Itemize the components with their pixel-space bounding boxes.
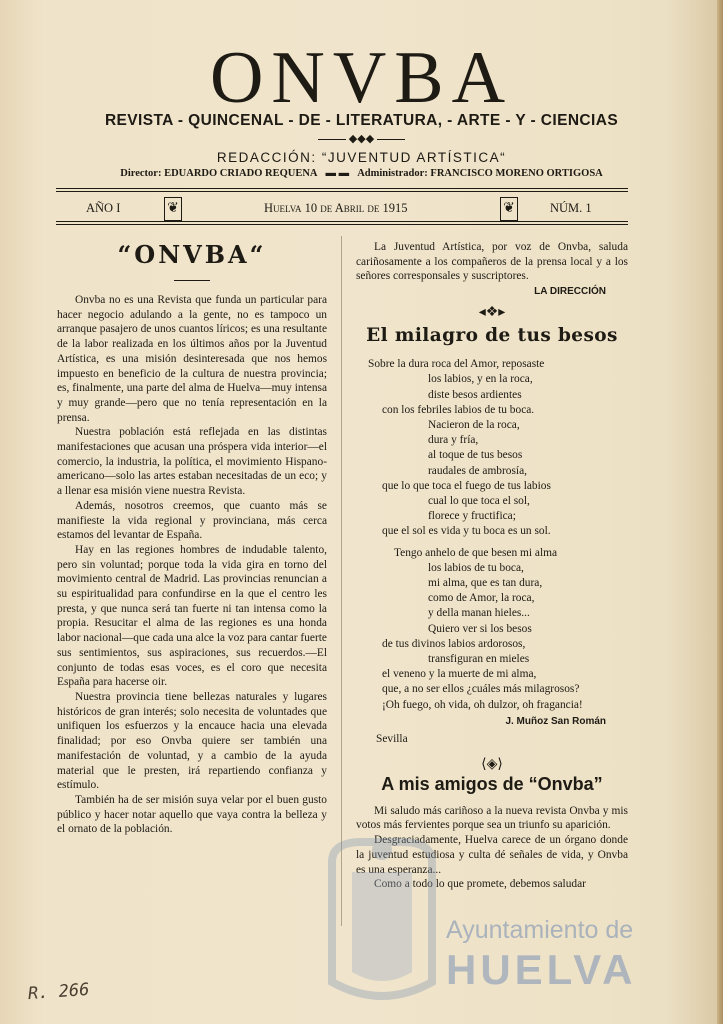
top-rule-thin <box>56 191 628 192</box>
article-paragraph: Nuestra población está reflejada en las distintas manifestaciones que acusan una próspera vida interior—el comercio, la industria, la política, el movimiento Hispano-americano—solo las artes estaban necesitadas de un eco; y a llenar esa misión viene nuestra Revista. <box>57 426 327 498</box>
issue-number: NÚM. 1 <box>550 201 592 215</box>
ornament-icon: ⟨◈⟩ <box>481 757 503 773</box>
separator-icon: ▬ ▬ <box>325 168 350 179</box>
place-date: Huelva 10 de Abril de 1915 <box>264 201 408 215</box>
amigos-heading: A mis amigos de “Onvba” <box>381 774 603 794</box>
poem-line: con los febriles labios de tu boca. <box>382 403 535 416</box>
poem-line: el veneno y la muerte de mi alma, <box>382 668 537 681</box>
poem-line: de tus divinos labios ardorosos, <box>382 637 526 650</box>
fleuron-icon: ❦ <box>164 197 182 221</box>
poem-stanza-2 <box>356 546 628 713</box>
poem-line: que, a no ser ellos ¿cuáles más milagrosos? <box>382 683 580 696</box>
bottom-rule <box>56 221 628 222</box>
masthead-ornament-icon: ◆◆◆ <box>0 132 723 145</box>
article-paragraph: También ha de ser misión suya velar por el buen gusto público y hacer notar aquello que vaya contra la belleza y el ornato de la población. <box>57 793 327 836</box>
dateline <box>56 196 628 220</box>
poem-line: cual lo que toca el sol, <box>428 495 530 508</box>
article-paragraph: Desgraciadamente, Huelva carece de un órgano donde la juventud estudiosa y culta dé señales de vida, y Onvba es una esperanza... <box>356 834 628 876</box>
poem-line: que lo que toca el fuego de tus labios <box>382 479 551 492</box>
article-onvba <box>57 238 327 837</box>
article-paragraph: Nuestra provincia tiene bellezas naturales y lugares históricos de gran interés; solo necesita de voluntades que unifiquen los esfuerzos y la encauce hacia una elevada finalidad; por eso Onvba quiere ser también una manifestación de voluntad, y a cambio de la ayuda material que le presten, irá repartiendo confianza y estímulo. <box>57 690 327 792</box>
poem-line: florece y fructifica; <box>428 510 516 523</box>
article-paragraph: Onvba no es una Revista que funda un particular para hacer negocio adulando a la gente, no es tampoco un arranque pasajero de unos cuantos líricos; es una resultante de la labor realizada en los últimos años por la Juventud Artística, es una misión desinteresada que nos hemos impuesto en beneficio de la cultura de nuestra provincia; es, finalmente, una parte del alma de Huelva—muy intensa y muy grande—pero que no tenía representación en la prensa. <box>57 294 327 424</box>
redaccion-line: REDACCIÓN: “JUVENTUD ARTÍSTICA“ <box>216 150 507 165</box>
watermark-line-2: HUELVA <box>446 946 637 993</box>
watermark-line-1: Ayuntamiento de <box>446 916 634 944</box>
greeting-signature: LA DIRECCIÓN <box>534 286 606 298</box>
right-column <box>356 240 628 892</box>
poem-line: Sobre la dura roca del Amor, reposaste <box>368 358 545 371</box>
poem-line: Tengo anhelo de que besen mi alma <box>394 546 558 559</box>
year-label: AÑO I <box>86 201 121 215</box>
article-paragraph: Además, nosotros creemos, que cuanto más se manifieste la vida regional y provinciana, más cerca estamos del levantar de España. <box>57 499 327 542</box>
poem-line: los labios de tu boca, <box>428 561 524 574</box>
top-rule <box>56 188 628 189</box>
greeting-text: La Juventud Artística, por voz de Onvba, saluda cariñosamente a los compañeros de la prensa local y a los señores corresponsales y suscriptores. <box>356 241 628 283</box>
article-paragraph: Como a todo lo que promete, debemos saludar <box>374 878 586 891</box>
ornament-icon: ◂❖▸ <box>478 304 506 320</box>
bottom-rule-thin <box>56 224 628 225</box>
article-paragraph: Mi saludo más cariñoso a la nueva revista Onvba y mis votos más fervientes porque sea un triunfo su aparición. <box>356 804 628 832</box>
director-name: Director: EDUARDO CRIADO REQUENA <box>120 168 317 179</box>
poem-line: mi alma, que es tan dura, <box>428 577 543 590</box>
poem-line: al toque de tus besos <box>428 449 523 462</box>
administrador-name: Administrador: FRANCISCO MORENO ORTIGOSA <box>357 168 603 179</box>
heading-rule <box>174 280 210 281</box>
poem-stanza-1 <box>356 357 628 539</box>
poem-line: los labios, y en la roca, <box>428 373 533 386</box>
poem-line: y della manan hieles... <box>428 607 530 620</box>
poem-line: transfiguran en mieles <box>428 653 530 666</box>
masthead-title: ONVBA <box>209 37 514 119</box>
fleuron-icon: ❦ <box>500 197 518 221</box>
poem-line: diste besos ardientes <box>428 388 522 401</box>
staff-line <box>0 168 723 179</box>
handwritten-catalog-number: R. 266 <box>27 979 91 1005</box>
poem-line: dura y fría, <box>428 434 479 447</box>
poem-author: J. Muñoz San Román <box>505 715 606 727</box>
poem-line: Nacieron de la roca, <box>428 419 520 432</box>
column-rule <box>341 236 342 926</box>
poem-line: como de Amor, la roca, <box>428 592 535 605</box>
poem-place: Sevilla <box>376 732 408 745</box>
masthead-subtitle: REVISTA - QUINCENAL - DE - LITERATURA, - ARTE - Y - CIENCIAS <box>104 112 619 129</box>
article-paragraph: Hay en las regiones hombres de indudable talento, pero sin voluntad; porque toda la vida gira en torno del movimiento central de Madrid. Las provincias renuncian a su espiritualidad para confundirse en la que el centro les presta, y que nunca será tan fuerte ni tan intensa como la propia. Resucitar el alma de las regiones es una honda labor nacional—que cada una alce la voz para cantar fuerte sus sentimientos, sus aspiraciones, sus recuerdos.—El conjunto de todas esas voces, es el coro que necesita España para hacerse oir. <box>57 543 327 689</box>
poem-line: que el sol es vida y tu boca es un sol. <box>382 525 551 538</box>
article-heading: “ONVBA“ <box>117 240 267 269</box>
poem-line: Quiero ver si los besos <box>428 622 532 635</box>
poem-line: ¡Oh fuego, oh vida, oh dulzor, oh fragancia! <box>382 698 583 711</box>
poem-line: raudales de ambrosía, <box>428 464 527 477</box>
poem-heading: El milagro de tus besos <box>366 324 618 346</box>
